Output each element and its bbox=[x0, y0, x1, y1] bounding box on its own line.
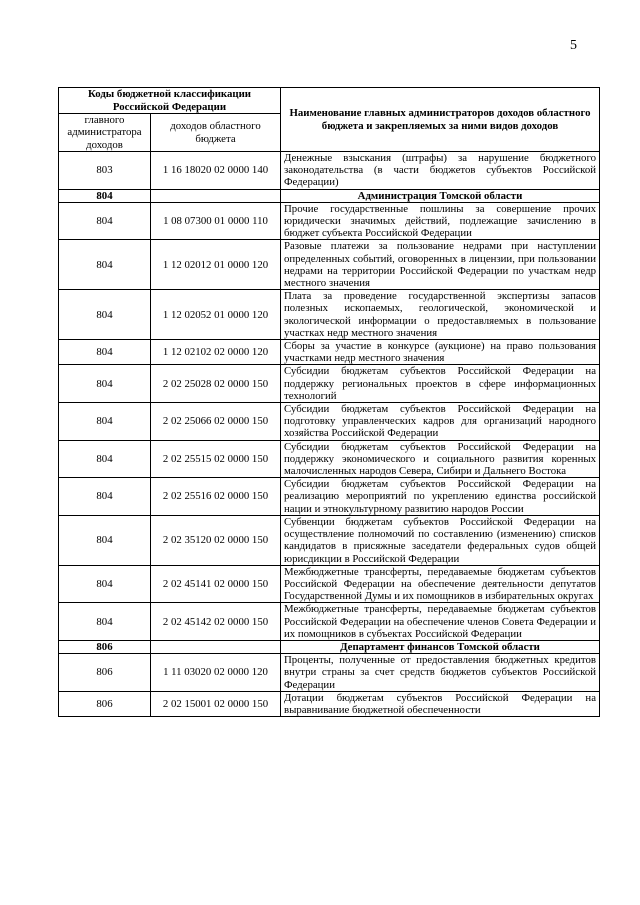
income-code: 1 12 02102 02 0000 120 bbox=[151, 340, 281, 365]
admin-code: 804 bbox=[59, 290, 151, 340]
income-name: Разовые платежи за пользование недрами при наступлении определенных событий, оговоренных в лицензии, при пользовании недрами на территории Российской Федерации по участкам недр местного значения bbox=[281, 240, 600, 290]
table-row bbox=[59, 654, 600, 692]
table-row bbox=[59, 603, 600, 641]
table-row bbox=[59, 202, 600, 240]
header-income-column: доходов областного бюджета bbox=[151, 114, 281, 152]
income-name: Субсидии бюджетам субъектов Российской Федерации на поддержку региональных проектов в сфере информационных технологий bbox=[281, 365, 600, 403]
admin-code: 806 bbox=[59, 654, 151, 692]
section-row bbox=[59, 640, 600, 653]
table-row bbox=[59, 290, 600, 340]
admin-code: 804 bbox=[59, 340, 151, 365]
income-name: Субвенции бюджетам субъектов Российской Федерации на осуществление полномочий по составлению (изменению) списков кандидатов в присяжные заседатели федеральных судов общей юрисдикции в Российской Федерации bbox=[281, 515, 600, 565]
admin-code: 804 bbox=[59, 240, 151, 290]
admin-code: 804 bbox=[59, 365, 151, 403]
income-code: 2 02 25516 02 0000 150 bbox=[151, 478, 281, 516]
income-code: 1 12 02012 01 0000 120 bbox=[151, 240, 281, 290]
income-name: Проценты, полученные от предоставления бюджетных кредитов внутри страны за счет средств бюджетов субъектов Российской Федерации bbox=[281, 654, 600, 692]
table-row bbox=[59, 365, 600, 403]
income-code: 1 11 03020 02 0000 120 bbox=[151, 654, 281, 692]
table-row bbox=[59, 515, 600, 565]
admin-code: 804 bbox=[59, 565, 151, 603]
income-name: Сборы за участие в конкурсе (аукционе) на право пользования участками недр местного значения bbox=[281, 340, 600, 365]
table-header-row bbox=[59, 88, 600, 114]
table-row bbox=[59, 565, 600, 603]
section-title: Администрация Томской области bbox=[281, 189, 600, 202]
income-code: 2 02 45142 02 0000 150 bbox=[151, 603, 281, 641]
income-name: Плата за проведение государственной экспертизы запасов полезных ископаемых, геологической, экономической и экологической информации о предоставляемых в пользование участках недр местного значения bbox=[281, 290, 600, 340]
income-name: Субсидии бюджетам субъектов Российской Федерации на подготовку управленческих кадров для организаций народного хозяйства Российской Федерации bbox=[281, 403, 600, 441]
header-name-column: Наименование главных администраторов доходов областного бюджета и закрепляемых за ними видов доходов bbox=[281, 88, 600, 152]
income-name: Межбюджетные трансферты, передаваемые бюджетам субъектов Российской Федерации на обеспечение деятельности депутатов Государственной Думы и их помощников в избирательных округах bbox=[281, 565, 600, 603]
income-code-empty bbox=[151, 189, 281, 202]
section-title: Департамент финансов Томской области bbox=[281, 640, 600, 653]
table-row bbox=[59, 691, 600, 716]
admin-code: 804 bbox=[59, 403, 151, 441]
income-code-empty bbox=[151, 640, 281, 653]
table-row bbox=[59, 440, 600, 478]
income-name: Субсидии бюджетам субъектов Российской Федерации на поддержку экономического и социального развития коренных малочисленных народов Севера, Сибири и Дальнего Востока bbox=[281, 440, 600, 478]
admin-code: 804 bbox=[59, 440, 151, 478]
admin-code: 804 bbox=[59, 202, 151, 240]
income-name: Субсидии бюджетам субъектов Российской Федерации на реализацию мероприятий по укреплению единства российской нации и этнокультурному развитию народов России bbox=[281, 478, 600, 516]
page-number: 5 bbox=[570, 38, 577, 53]
income-code: 1 12 02052 01 0000 120 bbox=[151, 290, 281, 340]
income-code: 2 02 25066 02 0000 150 bbox=[151, 403, 281, 441]
admin-code: 804 bbox=[59, 478, 151, 516]
admin-code: 804 bbox=[59, 189, 151, 202]
table-row bbox=[59, 478, 600, 516]
income-code: 2 02 25028 02 0000 150 bbox=[151, 365, 281, 403]
table-row bbox=[59, 240, 600, 290]
admin-code: 806 bbox=[59, 691, 151, 716]
table-row bbox=[59, 403, 600, 441]
income-name: Денежные взыскания (штрафы) за нарушение бюджетного законодательства (в части бюджетов субъектов Российской Федерации) bbox=[281, 152, 600, 190]
income-code: 1 08 07300 01 0000 110 bbox=[151, 202, 281, 240]
income-name: Межбюджетные трансферты, передаваемые бюджетам субъектов Российской Федерации на обеспечение членов Совета Федерации и их помощников в субъектах Российской Федерации bbox=[281, 603, 600, 641]
budget-classification-table bbox=[58, 87, 600, 717]
income-code: 2 02 15001 02 0000 150 bbox=[151, 691, 281, 716]
income-name: Прочие государственные пошлины за совершение прочих юридически значимых действий, подлежащие зачислению в бюджет субъекта Российской Федерации bbox=[281, 202, 600, 240]
table-row bbox=[59, 340, 600, 365]
header-group-codes: Коды бюджетной классификации Российской Федерации bbox=[59, 88, 281, 114]
admin-code: 804 bbox=[59, 515, 151, 565]
income-code: 2 02 25515 02 0000 150 bbox=[151, 440, 281, 478]
income-code: 2 02 35120 02 0000 150 bbox=[151, 515, 281, 565]
section-row bbox=[59, 189, 600, 202]
header-admin-column: главного администратора доходов bbox=[59, 114, 151, 152]
income-code: 1 16 18020 02 0000 140 bbox=[151, 152, 281, 190]
admin-code: 804 bbox=[59, 603, 151, 641]
income-code: 2 02 45141 02 0000 150 bbox=[151, 565, 281, 603]
admin-code: 803 bbox=[59, 152, 151, 190]
income-name: Дотации бюджетам субъектов Российской Федерации на выравнивание бюджетной обеспеченности bbox=[281, 691, 600, 716]
table-body bbox=[59, 152, 600, 717]
admin-code: 806 bbox=[59, 640, 151, 653]
table-row bbox=[59, 152, 600, 190]
